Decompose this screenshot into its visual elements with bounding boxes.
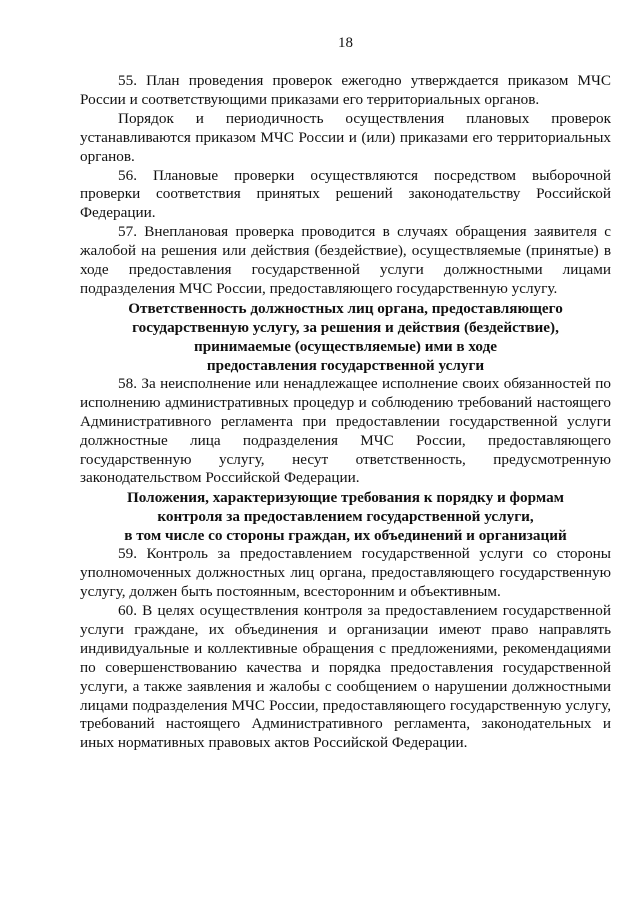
section-heading-line: предоставления государственной услуги (206, 356, 485, 374)
paragraph-57: 57. Внеплановая проверка проводится в случаях обращения заявителя с жалобой на решения или действия (бездействие), осуществляемые (принятые) в ходе предоставления государственной услуги должностными лицами подразделения МЧС России, предоставляющего государственную услугу. (80, 223, 611, 297)
section-heading-control (80, 488, 611, 545)
paragraph-55-continued: Порядок и периодичность осуществления плановых проверок устанавливаются приказом МЧС России и (или) приказами его территориальных органов. (80, 109, 611, 165)
paragraph-60: 60. В целях осуществления контроля за предоставлением государственной услуги граждане, их объединения и организации имеют право направлять индивидуальные и коллективные обращения с предложениями, рекомендациями по совершенствованию качества и порядка предоставления государственной услуги, а также заявления и жалобы с сообщением о нарушении должностными лицами подразделения МЧС России, предоставляющего государственную услугу, требований настоящего Административного регламента, законодательных и иных нормативных правовых актов Российской Федерации. (80, 602, 611, 752)
section-heading-line: принимаемые (осуществляемые) ими в ходе (193, 337, 497, 355)
section-heading-line: Положения, характеризующие требования к порядку и формам (126, 489, 565, 507)
section-heading-line: контроля за предоставлением государственной услуги, (157, 508, 534, 526)
section-heading-responsibility (80, 299, 611, 375)
section-heading-line: Ответственность должностных лиц органа, предоставляющего (128, 299, 563, 317)
paragraph-59: 59. Контроль за предоставлением государственной услуги со стороны уполномоченных должностных лиц органа, предоставляющего государственную услугу, должен быть постоянным, всесторонним и объективным. (80, 545, 611, 601)
paragraph-58: 58. За неисполнение или ненадлежащее исполнение своих обязанностей по исполнению административных процедур и соблюдению требований настоящего Административного регламента при предоставлении государственной услуги должностные лица подразделения МЧС России, предоставляющего государственную услугу, несут ответственность, предусмотренную законодательством Российской Федерации. (80, 374, 611, 487)
document-page (80, 34, 611, 753)
paragraph-56: 56. Плановые проверки осуществляются посредством выборочной проверки соответствия принятых решений законодательству Российской Федерации. (80, 166, 611, 222)
section-heading-line: в том числе со стороны граждан, их объединений и организаций (124, 527, 567, 545)
paragraph-55: 55. План проведения проверок ежегодно утверждается приказом МЧС России и соответствующими приказами его территориальных органов. (80, 72, 611, 108)
section-heading-line: государственную услугу, за решения и действия (бездействие), (132, 318, 559, 336)
page-number: 18 (338, 35, 353, 51)
